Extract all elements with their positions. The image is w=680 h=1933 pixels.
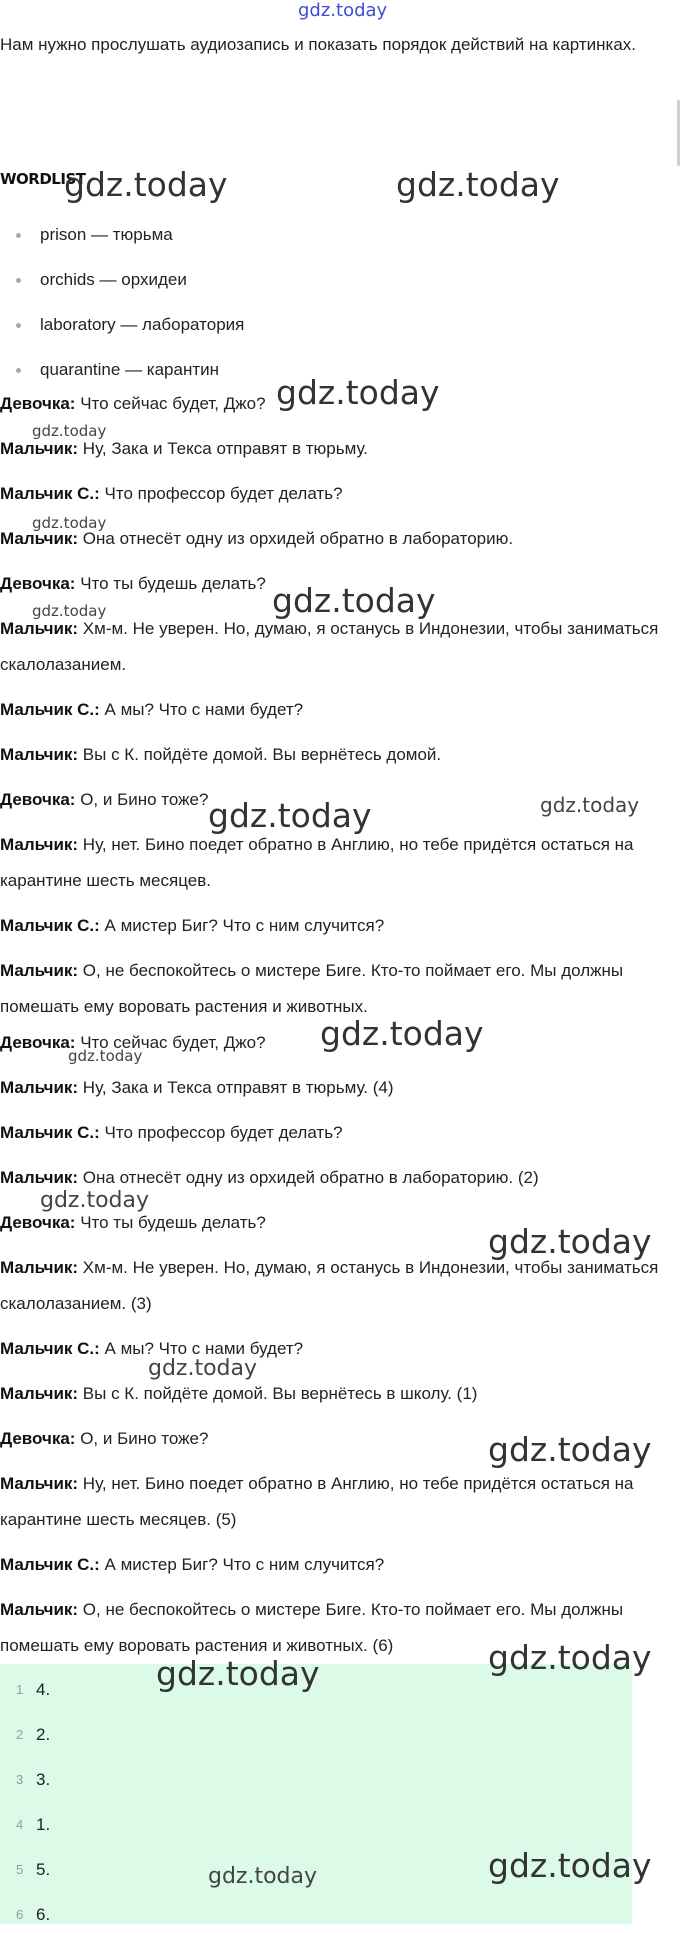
- watermark: gdz.today: [396, 165, 560, 204]
- watermark: gdz.today: [272, 581, 436, 620]
- watermark: gdz.today: [488, 1846, 652, 1885]
- dialogue-line: [0, 1070, 680, 1106]
- speaker-label: Мальчик:: [0, 1258, 79, 1277]
- dialogue-line: [0, 737, 680, 773]
- dialogue-text: Ну, нет. Бино поедет обратно в Англию, но тебе придётся остаться на карантине шесть месяцев. (5): [0, 1474, 634, 1529]
- speaker-label: Мальчик С.:: [0, 1123, 100, 1142]
- dialogue-text: Что сейчас будет, Джо?: [75, 1033, 266, 1052]
- watermark: gdz.today: [68, 1047, 143, 1065]
- answer-value: 3.: [36, 1770, 51, 1789]
- dialogue-text: Что профессор будет делать?: [99, 484, 343, 503]
- dialogue-text: Хм-м. Не уверен. Но, думаю, я останусь в Индонезии, чтобы заниматься скалолазанием.: [0, 619, 659, 674]
- dialogue-text: О, и Бино тоже?: [75, 790, 209, 809]
- wordlist-title: WORDLIST: [0, 170, 86, 188]
- dialogue-text: А мы? Что с нами будет?: [99, 1339, 304, 1358]
- speaker-label: Мальчик:: [0, 1078, 79, 1097]
- speaker-label: Мальчик С.:: [0, 1339, 100, 1358]
- speaker-label: Мальчик:: [0, 1474, 79, 1493]
- speaker-label: Девочка:: [0, 394, 76, 413]
- answer-index: 4: [16, 1817, 24, 1832]
- dialogue-transcript-numbered: [0, 1025, 680, 1664]
- watermark: gdz.today: [32, 514, 107, 532]
- dialogue-text: О, и Бино тоже?: [75, 1429, 209, 1448]
- speaker-label: Мальчик:: [0, 961, 79, 980]
- dialogue-text: Хм-м. Не уверен. Но, думаю, я останусь в Индонезии, чтобы заниматься скалолазанием. (3): [0, 1258, 659, 1313]
- watermark: gdz.today: [32, 602, 107, 620]
- dialogue-text: Что ты будешь делать?: [75, 574, 266, 593]
- answer-index: 6: [16, 1907, 24, 1922]
- dialogue-text: Вы с К. пойдёте домой. Вы вернётесь в школу. (1): [78, 1384, 478, 1403]
- wordlist-item: orchids — орхидеи: [0, 261, 244, 306]
- watermark: gdz.today: [540, 793, 640, 817]
- dialogue-text: Ну, Зака и Текса отправят в тюрьму.: [78, 439, 368, 458]
- dialogue-text: Вы с К. пойдёте домой. Вы вернётесь домой.: [78, 745, 442, 764]
- speaker-label: Мальчик:: [0, 619, 79, 638]
- watermark: gdz.today: [64, 165, 228, 204]
- dialogue-line: [0, 611, 680, 683]
- speaker-label: Мальчик:: [0, 745, 79, 764]
- dialogue-text: Что профессор будет делать?: [99, 1123, 343, 1142]
- dialogue-text: Что сейчас будет, Джо?: [75, 394, 266, 413]
- dialogue-text: Ну, Зака и Текса отправят в тюрьму. (4): [78, 1078, 394, 1097]
- dialogue-line: [0, 1115, 680, 1151]
- dialogue-text: О, не беспокойтесь о мистере Биге. Кто-то поймает его. Мы должны помешать ему воровать растения и животных.: [0, 961, 624, 1016]
- speaker-label: Девочка:: [0, 790, 76, 809]
- speaker-label: Мальчик:: [0, 1600, 79, 1619]
- dialogue-line: [0, 1331, 680, 1367]
- speaker-label: Девочка:: [0, 1429, 76, 1448]
- watermark: gdz.today: [488, 1638, 652, 1677]
- watermark: gdz.today: [320, 1014, 484, 1053]
- speaker-label: Мальчик С.:: [0, 916, 100, 935]
- watermark: gdz.today: [208, 796, 372, 835]
- dialogue-text: А мистер Биг? Что с ним случится?: [99, 1555, 385, 1574]
- dialogue-line: [0, 1547, 680, 1583]
- watermark: gdz.today: [488, 1430, 652, 1469]
- dialogue-line: [0, 827, 680, 899]
- watermark: gdz.today: [208, 1864, 318, 1889]
- wordlist-item: prison — тюрьма: [0, 216, 244, 261]
- answer-value: 1.: [36, 1815, 51, 1834]
- dialogue-line: [0, 1376, 680, 1412]
- speaker-label: Мальчик:: [0, 439, 79, 458]
- speaker-label: Мальчик:: [0, 835, 79, 854]
- dialogue-text: Она отнесёт одну из орхидей обратно в лабораторию.: [78, 529, 514, 548]
- dialogue-text: Ну, нет. Бино поедет обратно в Англию, но тебе придётся остаться на карантине шесть месяцев.: [0, 835, 634, 890]
- dialogue-line: [0, 692, 680, 728]
- answer-index: 1: [16, 1682, 24, 1697]
- speaker-label: Мальчик:: [0, 529, 79, 548]
- watermark: gdz.today: [32, 422, 107, 440]
- speaker-label: Мальчик:: [0, 1168, 79, 1187]
- dialogue-text: А мистер Биг? Что с ним случится?: [99, 916, 385, 935]
- wordlist-item: laboratory — лаборатория: [0, 306, 244, 351]
- dialogue-text: О, не беспокойтесь о мистере Биге. Кто-то поймает его. Мы должны помешать ему воровать растения и животных. (6): [0, 1600, 624, 1655]
- wordlist-item: quarantine — карантин: [0, 351, 244, 396]
- speaker-label: Девочка:: [0, 1213, 76, 1232]
- answer-value: 5.: [36, 1860, 51, 1879]
- watermark: gdz.today: [156, 1654, 320, 1693]
- speaker-label: Мальчик С.:: [0, 1555, 100, 1574]
- dialogue-transcript: [0, 386, 680, 1025]
- intro-text: Нам нужно прослушать аудиозапись и показать порядок действий на картинках.: [0, 35, 637, 54]
- dialogue-text: А мы? Что с нами будет?: [99, 700, 304, 719]
- answer-index: 2: [16, 1727, 24, 1742]
- watermark: gdz.today: [488, 1222, 652, 1261]
- watermark-top: gdz.today: [298, 0, 388, 21]
- dialogue-line: [0, 1466, 680, 1538]
- dialogue-text: Она отнесёт одну из орхидей обратно в лабораторию. (2): [78, 1168, 539, 1187]
- dialogue-line: [0, 476, 680, 512]
- answer-value: 6.: [36, 1905, 51, 1924]
- watermark: gdz.today: [276, 373, 440, 412]
- speaker-label: Мальчик С.:: [0, 700, 100, 719]
- wordlist: [0, 216, 244, 396]
- answer-index: 3: [16, 1772, 24, 1787]
- watermark: gdz.today: [40, 1188, 150, 1213]
- speaker-label: Мальчик С.:: [0, 484, 100, 503]
- dialogue-line: [0, 908, 680, 944]
- speaker-label: Девочка:: [0, 1033, 76, 1052]
- answer-value: 2.: [36, 1725, 51, 1744]
- watermark: gdz.today: [148, 1356, 258, 1381]
- speaker-label: Мальчик:: [0, 1384, 79, 1403]
- speaker-label: Девочка:: [0, 574, 76, 593]
- answer-value: 4.: [36, 1680, 51, 1699]
- answer-index: 5: [16, 1862, 24, 1877]
- dialogue-text: Что ты будешь делать?: [75, 1213, 266, 1232]
